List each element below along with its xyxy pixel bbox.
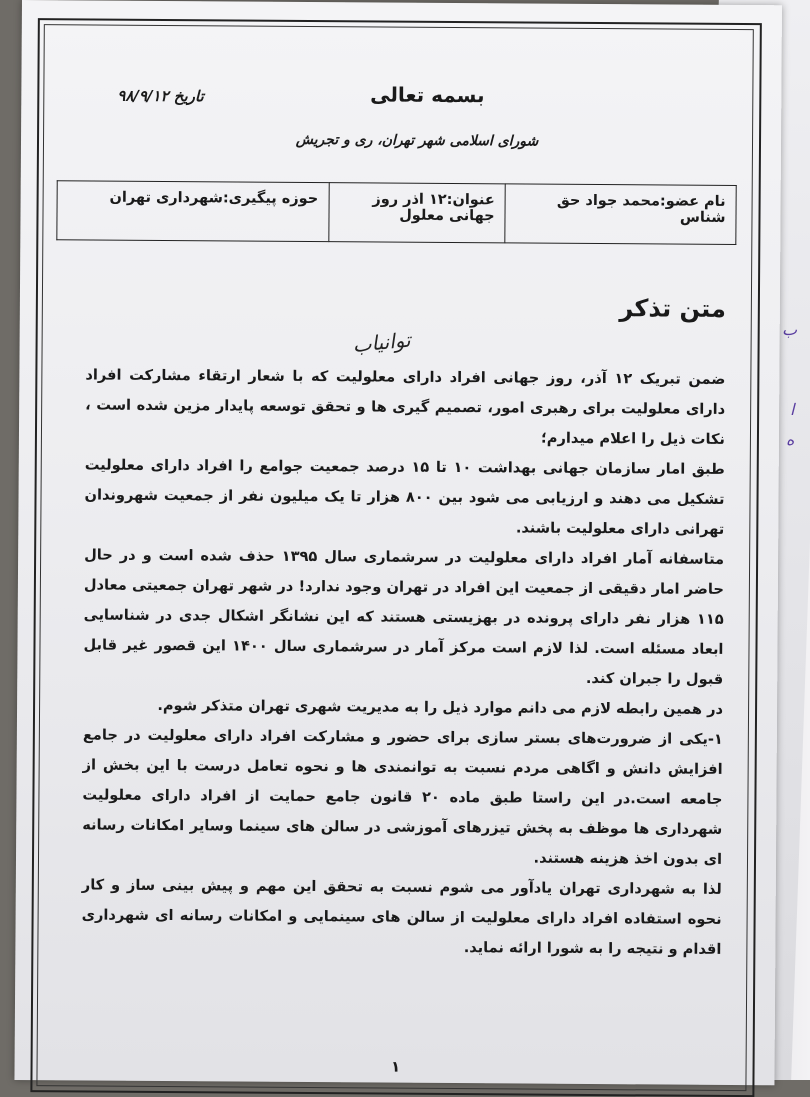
info-row bbox=[57, 181, 736, 245]
letter-date: تاریخ ۹۸/۹/۱۲ bbox=[117, 86, 204, 106]
letter-body bbox=[81, 360, 725, 964]
basmala-heading: بسمه تعالی bbox=[370, 82, 485, 108]
margin-ink-mark: ه bbox=[786, 430, 795, 449]
subject-cell: عنوان:۱۲ اذر روز جهانی معلول bbox=[328, 183, 505, 243]
margin-ink-mark: ب bbox=[782, 320, 798, 339]
handwritten-insert: توانیاب bbox=[351, 327, 412, 358]
section-heading: متن تذکر bbox=[619, 294, 726, 323]
followup-cell: حوزه پیگیری:شهرداری تهران bbox=[57, 181, 329, 242]
paragraph: در همین رابطه لازم می دانم موارد ذیل را به مدیریت شهری تهران متذکر شوم. bbox=[157, 696, 724, 718]
paragraph: ضمن تبریک ۱۲ آذر، روز جهانی افراد دارای معلولیت که با شعار ارتقاء مشارکت افراد دارای معلولیت برای رهبری امور، تصمیم گیری ها و تحقق توسعه پایدار مزین شده است ، نکات ذیل را اعلام میدارم؛ bbox=[85, 366, 726, 448]
page-number: ۱ bbox=[390, 1057, 401, 1076]
paragraph: لذا به شهرداری تهران یادآور می شوم نسبت به تحقق این مهم و پیش بینی ساز و کار نحوه استفاده افراد دارای معلولیت از سالن های سینمایی و امکانات رسانه ای شهرداری اقدام و نتیجه را به شورا ارائه نماید. bbox=[81, 876, 722, 958]
paragraph: طبق امار سازمان جهانی بهداشت ۱۰ تا ۱۵ درصد جمعیت جوامع را افراد دارای معلولیت تشکیل می دهند و ارزیابی می شود بین ۸۰۰ هزار تا یک میلیون نفر از جمعیت شهروندان تهرانی دارای معلولیت باشند. bbox=[84, 456, 725, 538]
margin-ink-mark: ا bbox=[790, 400, 795, 419]
info-table bbox=[56, 180, 736, 245]
paragraph: ۱-یکی از ضرورت‌های بستر سازی برای حضور و مشارکت افراد دارای معلولیت در جامع افزایش دانش و اگاهی مردم نسبت به توانمندی ها و نحوه تعامل درست با این بخش از جامعه است.در این راستا طبق ماده ۲۰ قانون جامع حمایت از افراد دارای معلولیت شهرداری ها موظف به پخش تیزرهای آموزشی در سالن های سینما وسایر امکانات رسانه ای بدون اخذ هزینه هستند. bbox=[82, 726, 723, 868]
paragraph: متاسفانه آمار افراد دارای معلولیت در سرشماری سال ۱۳۹۵ حذف شده است و در حال حاضر امار دقیقی از جمعیت این افراد در تهران وجود ندارد! در شهر تهران جمعیتی معادل ۱۱۵ هزار نفر دارای پرونده در بهزیستی هستند که این نشانگر اشکال جدی در شناسایی ابعاد مسئله است. لذا لازم است مرکز آمار در سرشماری سال ۱۴۰۰ این قصور غیر قابل قبول را جبران کند. bbox=[83, 546, 725, 688]
member-cell: نام عضو:محمد جواد حق شناس bbox=[505, 184, 736, 245]
document-page bbox=[14, 0, 782, 1085]
council-name: شورای اسلامی شهر تهران، ری و تجریش bbox=[295, 131, 539, 150]
